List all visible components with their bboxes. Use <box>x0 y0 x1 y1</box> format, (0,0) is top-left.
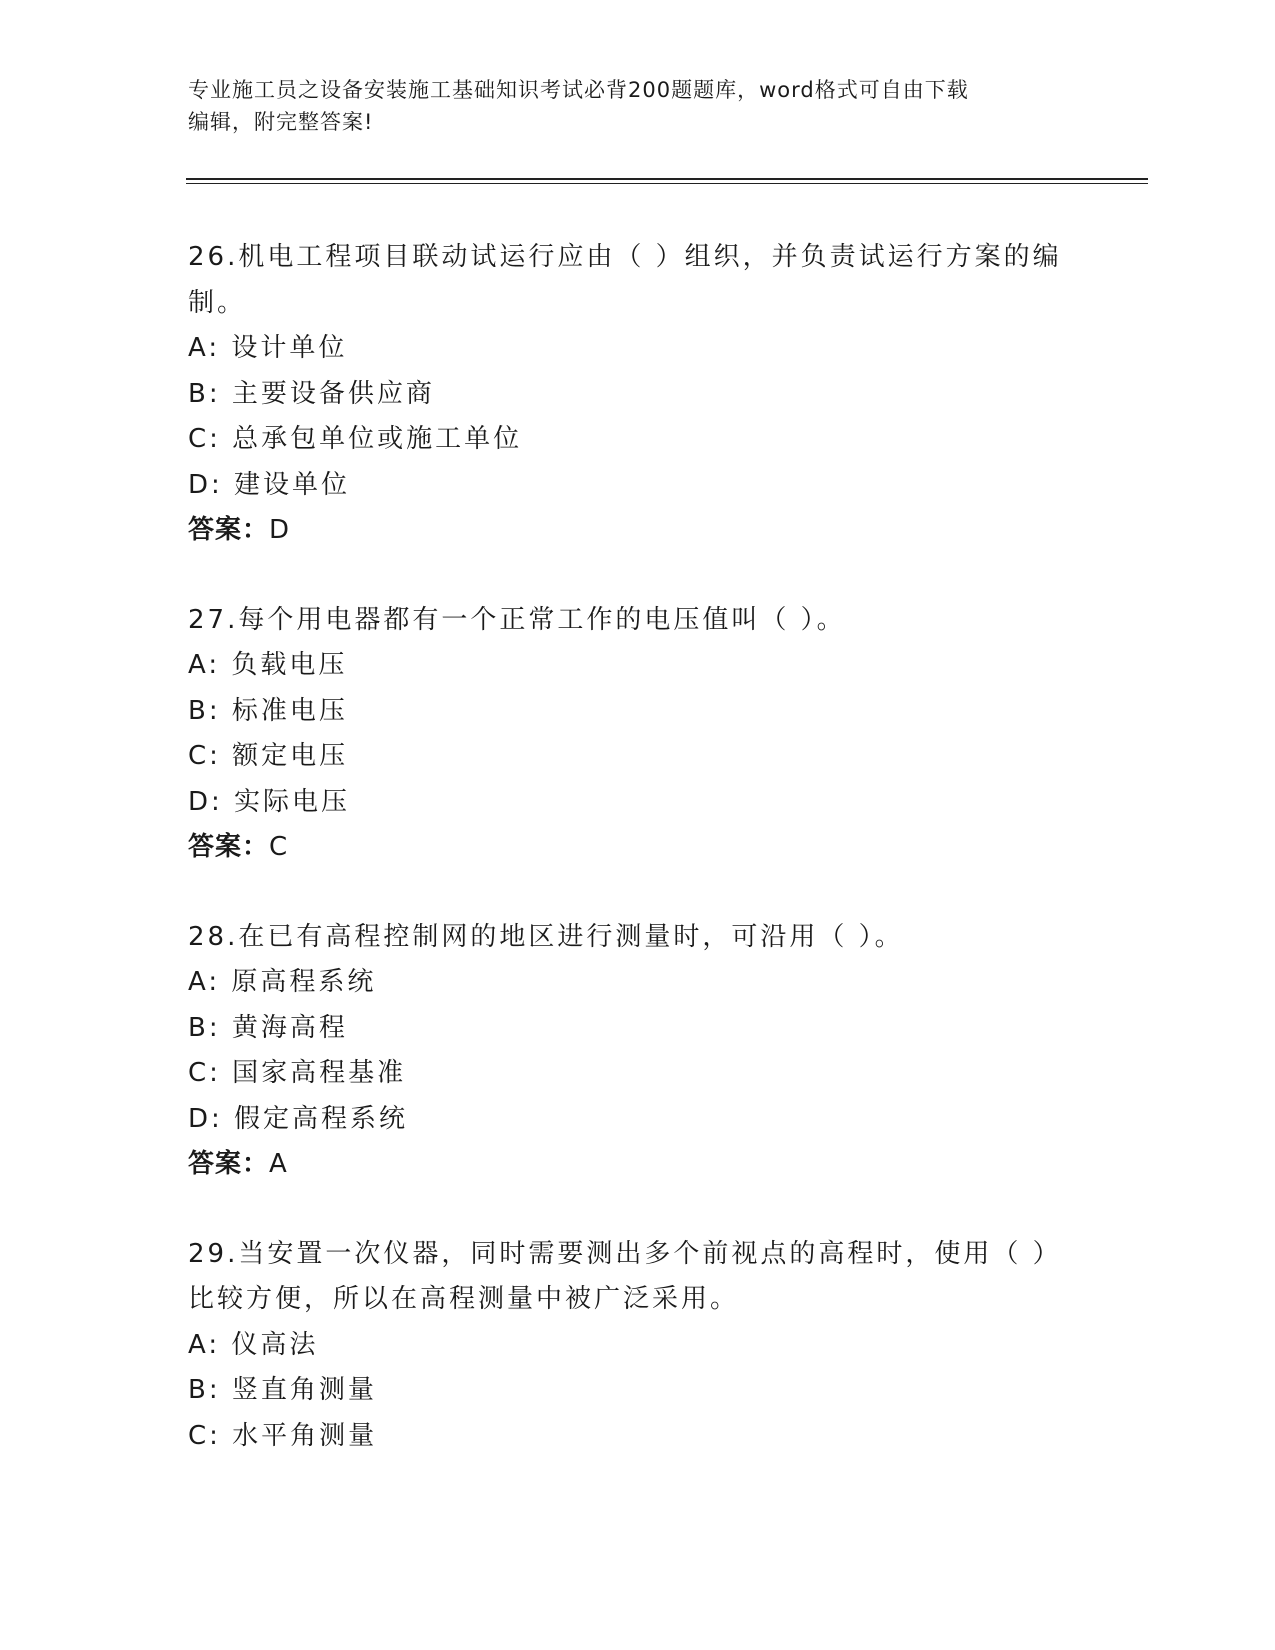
question-stem-line-2: 制。 <box>188 287 247 318</box>
option-c: C: 水平角测量 <box>188 1420 378 1451</box>
answer-label: 答案： <box>188 832 270 862</box>
option-b: B: 竖直角测量 <box>188 1375 377 1405</box>
answer-value: D <box>269 515 291 545</box>
header-line-2: 编辑，附完整答案! <box>188 110 374 134</box>
option-b: B: 主要设备供应商 <box>188 378 435 409</box>
question-27 <box>188 598 1088 871</box>
answer-line <box>188 825 1088 871</box>
header-line-1: 专业施工员之设备安装施工基础知识考试必背200题题库，word格式可自由下载 <box>188 78 969 102</box>
question-stem-line-1: 29.当安置一次仪器，同时需要测出多个前视点的高程时，使用（ ） <box>188 1238 1062 1269</box>
question-stem-line-1: 27.每个用电器都有一个正常工作的电压值叫（ ）。 <box>188 604 846 635</box>
option-a: A: 负载电压 <box>188 650 348 680</box>
question-stem-line-1: 28.在已有高程控制网的地区进行测量时，可沿用（ ）。 <box>188 921 904 952</box>
option-c: C: 国家高程基准 <box>188 1058 407 1088</box>
answer-value: A <box>269 1149 288 1179</box>
question-list <box>188 235 1088 1503</box>
answer-line <box>188 508 1088 554</box>
option-d: D: 建设单位 <box>188 469 351 500</box>
answer-label: 答案： <box>188 1149 270 1179</box>
option-b: B: 标准电压 <box>188 695 348 726</box>
answer-line <box>188 1142 1088 1188</box>
header-divider-thick <box>186 178 1148 180</box>
option-a: A: 原高程系统 <box>188 967 377 997</box>
option-a: A: 仪高法 <box>188 1329 319 1360</box>
question-stem-line-1: 26.机电工程项目联动试运行应由（ ）组织，并负责试运行方案的编 <box>188 242 1062 272</box>
option-a: A: 设计单位 <box>188 333 348 363</box>
option-b: B: 黄海高程 <box>188 1012 348 1043</box>
header-divider-thin <box>186 183 1148 184</box>
answer-label: 答案： <box>188 515 270 545</box>
option-c: C: 总承包单位或施工单位 <box>188 424 523 454</box>
question-28 <box>188 915 1088 1188</box>
option-d: D: 实际电压 <box>188 786 351 817</box>
question-stem-line-2: 比较方便，所以在高程测量中被广泛采用。 <box>188 1284 740 1314</box>
answer-value: C <box>269 832 289 862</box>
document-header <box>188 74 1088 138</box>
question-26 <box>188 235 1088 554</box>
option-d: D: 假定高程系统 <box>188 1103 409 1134</box>
option-c: C: 额定电压 <box>188 741 349 771</box>
question-29 <box>188 1232 1088 1460</box>
